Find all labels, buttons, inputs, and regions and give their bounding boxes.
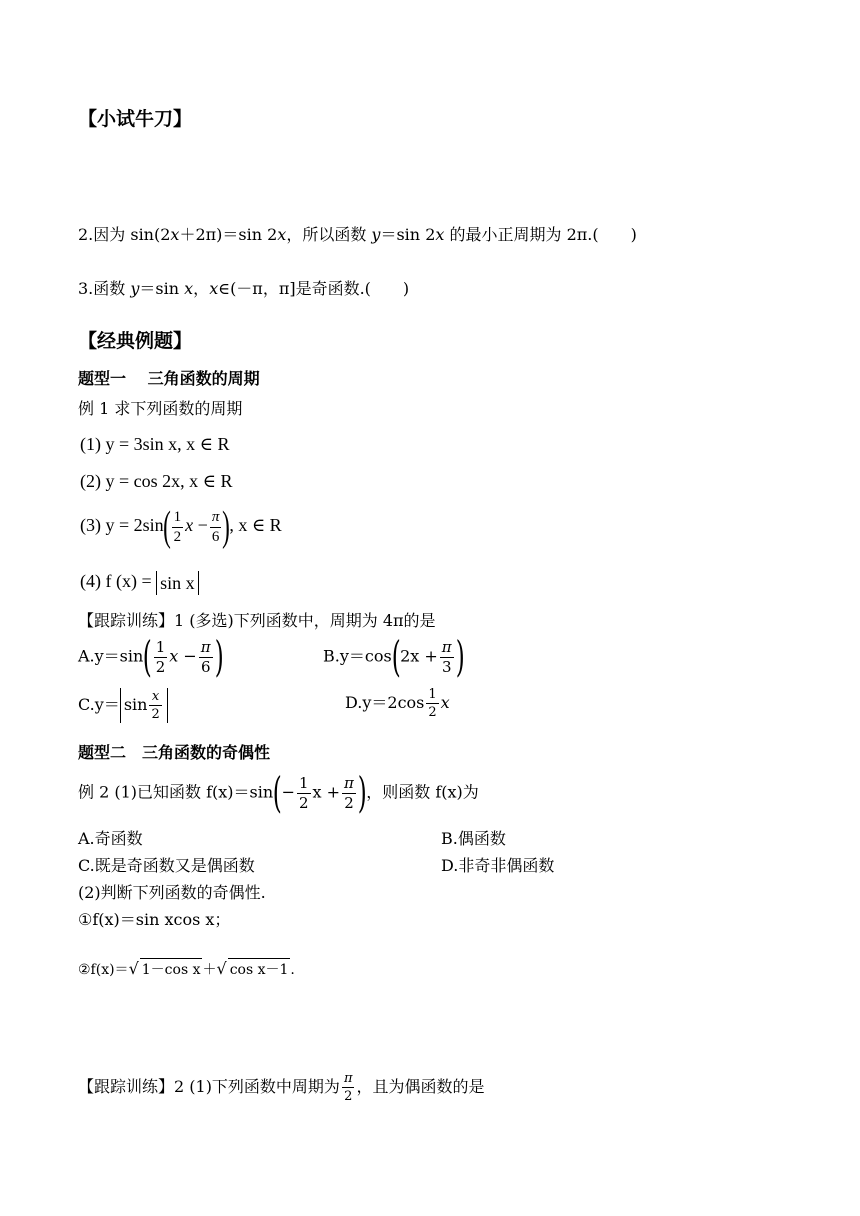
track-training-2-title: 【跟踪训练】2 (1)下列函数中周期为 $\frac{\pi}{2}$ ，且为偶函数的是 <box>78 1071 485 1104</box>
example-2-option-b: B.偶函数 <box>441 829 506 848</box>
example-1-title: 例 1 求下列函数的周期 <box>78 399 243 418</box>
section-heading-examples: 【经典例题】 <box>78 330 193 352</box>
example-2-option-c: C.既是奇函数又是偶函数 <box>78 856 255 875</box>
example-2-item-1: ①f(x)＝sin xcos x； <box>78 910 231 929</box>
section-heading-practice: 【小试牛刀】 <box>78 108 193 130</box>
type-1-heading: 题型一 三角函数的周期 <box>78 369 260 388</box>
example-1-part-1: (1) y = 3sin x, x ∈ R <box>80 434 230 454</box>
example-2-intro: 例 2 (1)已知函数 f(x)＝sin(− $\frac{1}{2}$ x + $\frac{\pi}{2}$ )，则函数 f(x)为 <box>78 768 479 817</box>
example-2-part-2: (2)判断下列函数的奇偶性. <box>78 883 266 902</box>
type-2-heading: 题型二 三角函数的奇偶性 <box>78 743 271 762</box>
track-1-option-b: B.y＝cos(2x + $\frac{\pi}{3}$ ) <box>323 632 465 681</box>
track-1-option-a: A.y＝sin( $\frac{1}{2}$ x − $\frac{\pi}{6}$ ) <box>78 632 224 681</box>
example-1-part-3: (3) y = 2sin( $\frac{1}{2}$ x − $\frac{\pi}{6}$ ), x ∈ R <box>80 504 282 550</box>
track-training-1-title: 【跟踪训练】1 (多选)下列函数中，周期为 4π的是 <box>78 611 436 630</box>
question-3: 3.函数 y＝sin x，x∈(－π，π]是奇函数.( ) <box>78 279 410 298</box>
example-1-part-2: (2) y = cos 2x, x ∈ R <box>80 471 233 491</box>
question-2: 2.因为 sin(2x＋2π)＝sin 2x，所以函数 y＝sin 2x 的最小正周期为 2π.( ) <box>78 225 637 244</box>
example-2-option-a: A.奇函数 <box>78 829 143 848</box>
example-1-part-4: (4) f (x) = sin x <box>80 569 199 595</box>
track-1-option-c: C.y＝ sin $\frac{x}{2}$ <box>78 688 168 723</box>
example-2-option-d: D.非奇非偶函数 <box>441 856 555 875</box>
track-1-option-d: D.y＝2cos $\frac{1}{2}$ x <box>345 687 450 720</box>
example-2-item-2: ②f(x)＝√ 1－cos x ＋√ cos x－1 . <box>78 958 295 981</box>
